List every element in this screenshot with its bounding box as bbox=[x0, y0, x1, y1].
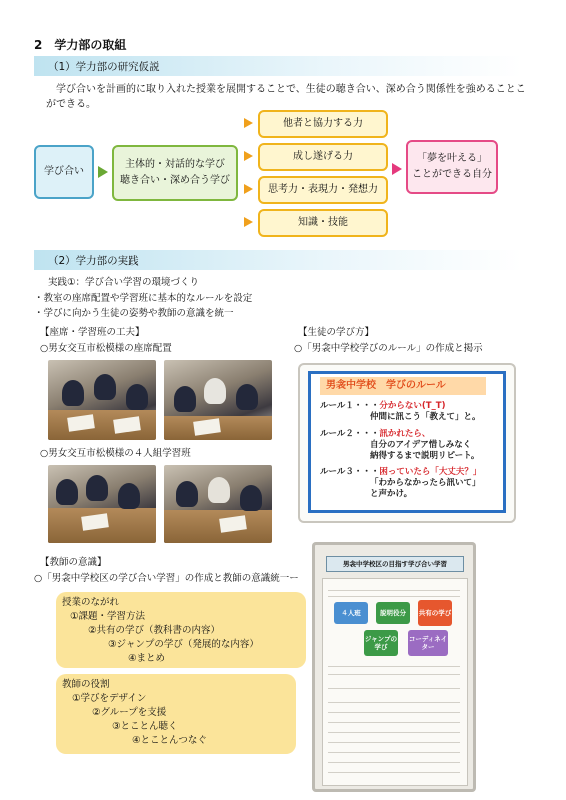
practice-label: 実践①：学び合い学習の環境づくり bbox=[48, 277, 200, 288]
teacher-role-item: ①学びをデザイン bbox=[72, 693, 147, 704]
teacher-role-item: ④とことんつなぐ bbox=[132, 735, 207, 746]
output-box bbox=[258, 110, 388, 138]
hypothesis-line1: 学び合いを計画的に取り入れた授業を展開することで、生徒の聴き合い、深め合う関係性を強めることこ bbox=[56, 84, 526, 95]
poster-chip: 説明役分 bbox=[376, 602, 410, 624]
arrow-right-icon bbox=[392, 163, 402, 175]
arrow-right-icon bbox=[244, 217, 253, 227]
bullet-item: ・教室の座席配置や学習班に基本的なルールを設定 bbox=[34, 293, 253, 304]
lesson-flow-item: ④まとめ bbox=[128, 653, 166, 664]
teacher-caption: ○「男衾中学校区の学び合い学習」の作成と教師の意識統一ー bbox=[34, 573, 299, 584]
output-box bbox=[258, 209, 388, 237]
rule-2: ルール２・・・訊かれたら、 自分のアイデア惜しみなく 納得するまで説明リピート。 bbox=[320, 429, 480, 461]
diagram-left-label: 学び合い bbox=[44, 166, 84, 177]
lesson-flow-item: ③ジャンプの学び（発展的な内容） bbox=[108, 639, 259, 650]
hypothesis-line2: ができる。 bbox=[46, 99, 96, 110]
bullet-item: ・学びに向かう生徒の姿勢や教師の意識を統一 bbox=[34, 308, 234, 319]
poster-chip: ４人班 bbox=[334, 602, 368, 624]
arrow-right-icon bbox=[244, 118, 253, 128]
section2-bar bbox=[34, 250, 522, 270]
rule-1: ルール１・・・分からない(T_T) 仲間に訊こう「教えて」と。 bbox=[320, 401, 481, 422]
result-line1: 「夢を叶える」 bbox=[417, 153, 487, 164]
teacher-header: 【教師の意識】 bbox=[40, 557, 107, 568]
seat-header: 【座席・学習班の工夫】 bbox=[40, 327, 145, 338]
page-heading: 2 学力部の取組 bbox=[34, 38, 127, 52]
lesson-flow-box bbox=[56, 592, 306, 668]
arrow-right-icon bbox=[244, 151, 253, 161]
arrow-right-icon bbox=[98, 166, 108, 178]
student-header: 【生徒の学び方】 bbox=[298, 327, 375, 338]
output-box bbox=[258, 176, 388, 204]
rule-3: ルール３・・・困っていたら「大丈夫？」 「わからなかったら訊いて」 と声かけ。 bbox=[320, 467, 482, 499]
rules-poster-title: 男衾中学校 学びのルール bbox=[320, 377, 486, 395]
output-label: 思考力・表現力・発想力 bbox=[268, 184, 378, 195]
lesson-flow-title: 授業のながれ bbox=[62, 597, 120, 608]
rules-poster-photo bbox=[298, 363, 516, 523]
student-caption: ○「男衾中学校学びのルール」の作成と掲示 bbox=[294, 343, 483, 354]
diagram-middle-box bbox=[112, 145, 238, 201]
group-photo bbox=[164, 465, 272, 543]
hypothesis-paragraph bbox=[46, 82, 526, 112]
school-poster-photo bbox=[312, 542, 476, 792]
group-photo bbox=[48, 465, 156, 543]
teacher-role-title: 教師の役割 bbox=[62, 679, 110, 690]
section2-title: （2）学力部の実践 bbox=[48, 255, 139, 267]
school-poster-title: 男衾中学校区の目指す学び合い学習 bbox=[326, 556, 464, 572]
teacher-role-box bbox=[56, 674, 296, 754]
diagram-middle-line2: 聴き合い・深め合う学び bbox=[120, 175, 230, 186]
poster-chip: コーディネイター bbox=[408, 630, 448, 656]
teacher-role-item: ②グループを支援 bbox=[92, 707, 167, 718]
section1-title: （1）学力部の研究仮説 bbox=[48, 61, 160, 73]
output-box bbox=[258, 143, 388, 171]
diagram-left-box bbox=[34, 145, 94, 199]
poster-chip: 共有の学び bbox=[418, 600, 452, 626]
lesson-flow-item: ①課題・学習方法 bbox=[70, 611, 146, 622]
diagram-result-box bbox=[406, 140, 498, 194]
output-label: 成し遂げる力 bbox=[293, 151, 353, 162]
poster-chip: ジャンプの学び bbox=[364, 630, 398, 656]
output-label: 他者と協力する力 bbox=[283, 118, 363, 129]
arrow-right-icon bbox=[244, 184, 253, 194]
section1-bar bbox=[34, 56, 522, 76]
seat-caption: ○男女交互市松模様の４人組学習班 bbox=[40, 448, 191, 459]
seat-caption: ○男女交互市松模様の座席配置 bbox=[40, 343, 172, 354]
output-label: 知識・技能 bbox=[298, 217, 348, 228]
classroom-photo bbox=[164, 360, 272, 440]
teacher-role-item: ③とことん聴く bbox=[112, 721, 178, 732]
lesson-flow-item: ②共有の学び（教科書の内容） bbox=[88, 625, 221, 636]
diagram-middle-line1: 主体的・対話的な学び bbox=[125, 159, 225, 170]
classroom-photo bbox=[48, 360, 156, 440]
result-line2: ことができる自分 bbox=[412, 169, 492, 180]
